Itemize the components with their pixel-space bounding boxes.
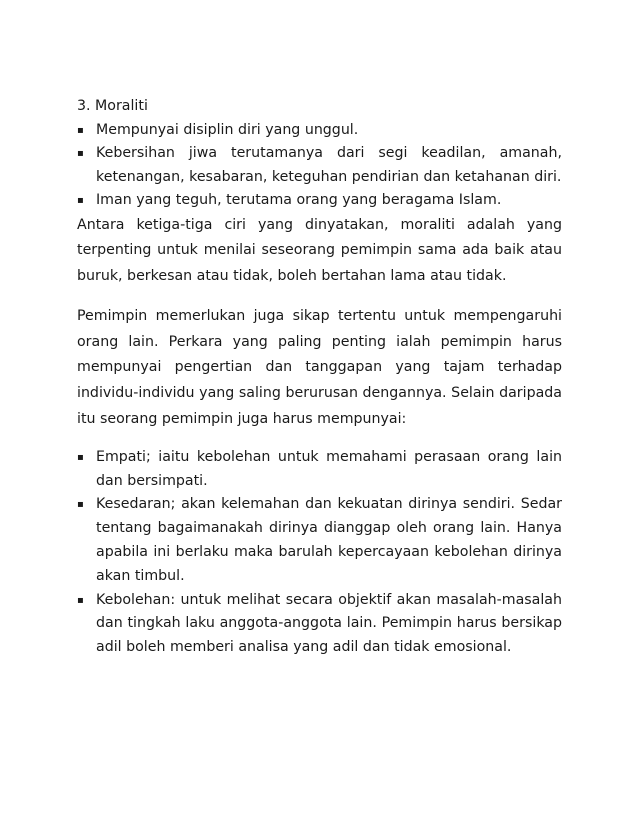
square-bullet-icon: ▪ xyxy=(77,499,84,511)
list-item xyxy=(77,119,562,143)
list-item xyxy=(77,446,562,494)
list-item xyxy=(77,142,562,189)
square-bullet-icon: ▪ xyxy=(77,195,84,206)
document-page xyxy=(77,95,562,660)
list-item-text: Kebolehan: untuk melihat secara objektif akan masalah-masalah dan tingkah laku anggota-anggota lain. Pemimpin harus bersikap adil boleh memberi analisa yang adil dan tidak emosional. xyxy=(96,591,562,656)
list-item xyxy=(77,493,562,588)
list-item xyxy=(77,189,562,213)
square-bullet-icon: ▪ xyxy=(77,594,84,606)
paragraph: Antara ketiga-tiga ciri yang dinyatakan, moraliti adalah yang terpenting untuk menilai seseorang pemimpin sama ada baik atau buruk, berkesan atau tidak, boleh bertahan lama atau tidak. xyxy=(77,216,562,285)
leader-traits-list xyxy=(77,446,562,660)
section-heading: 3. Moraliti xyxy=(77,98,148,114)
list-item xyxy=(77,589,562,660)
morality-bullet-list xyxy=(77,119,562,213)
paragraph-spacer xyxy=(77,290,562,304)
list-item-text: Empati; iaitu kebolehan untuk memahami perasaan orang lain dan bersimpati. xyxy=(96,448,562,489)
square-bullet-icon: ▪ xyxy=(77,148,84,159)
square-bullet-icon: ▪ xyxy=(77,124,84,136)
list-item-text: Mempunyai disiplin diri yang unggul. xyxy=(96,121,359,138)
list-item-text: Kebersihan jiwa terutamanya dari segi keadilan, amanah, ketenangan, kesabaran, keteguhan pendirian dan ketahanan diri. xyxy=(96,145,562,185)
paragraph: Pemimpin memerlukan juga sikap tertentu untuk mempengaruhi orang lain. Perkara yang paling penting ialah pemimpin harus mempunyai pengertian dan tanggapan yang tajam terhadap individu-individu yang saling berurusan dengannya. Selain daripada itu seorang pemimpin juga harus mempunyai: xyxy=(77,307,562,428)
list-item-text: Iman yang teguh, terutama orang yang beragama Islam. xyxy=(96,192,502,208)
square-bullet-icon: ▪ xyxy=(77,451,84,463)
paragraph-spacer xyxy=(77,433,562,446)
list-item-text: Kesedaran; akan kelemahan dan kekuatan dirinya sendiri. Sedar tentang bagaimanakah dirinya dianggap oleh orang lain. Hanya apabila ini berlaku maka barulah kepercayaan kebolehan dirinya akan timbul. xyxy=(96,496,562,584)
